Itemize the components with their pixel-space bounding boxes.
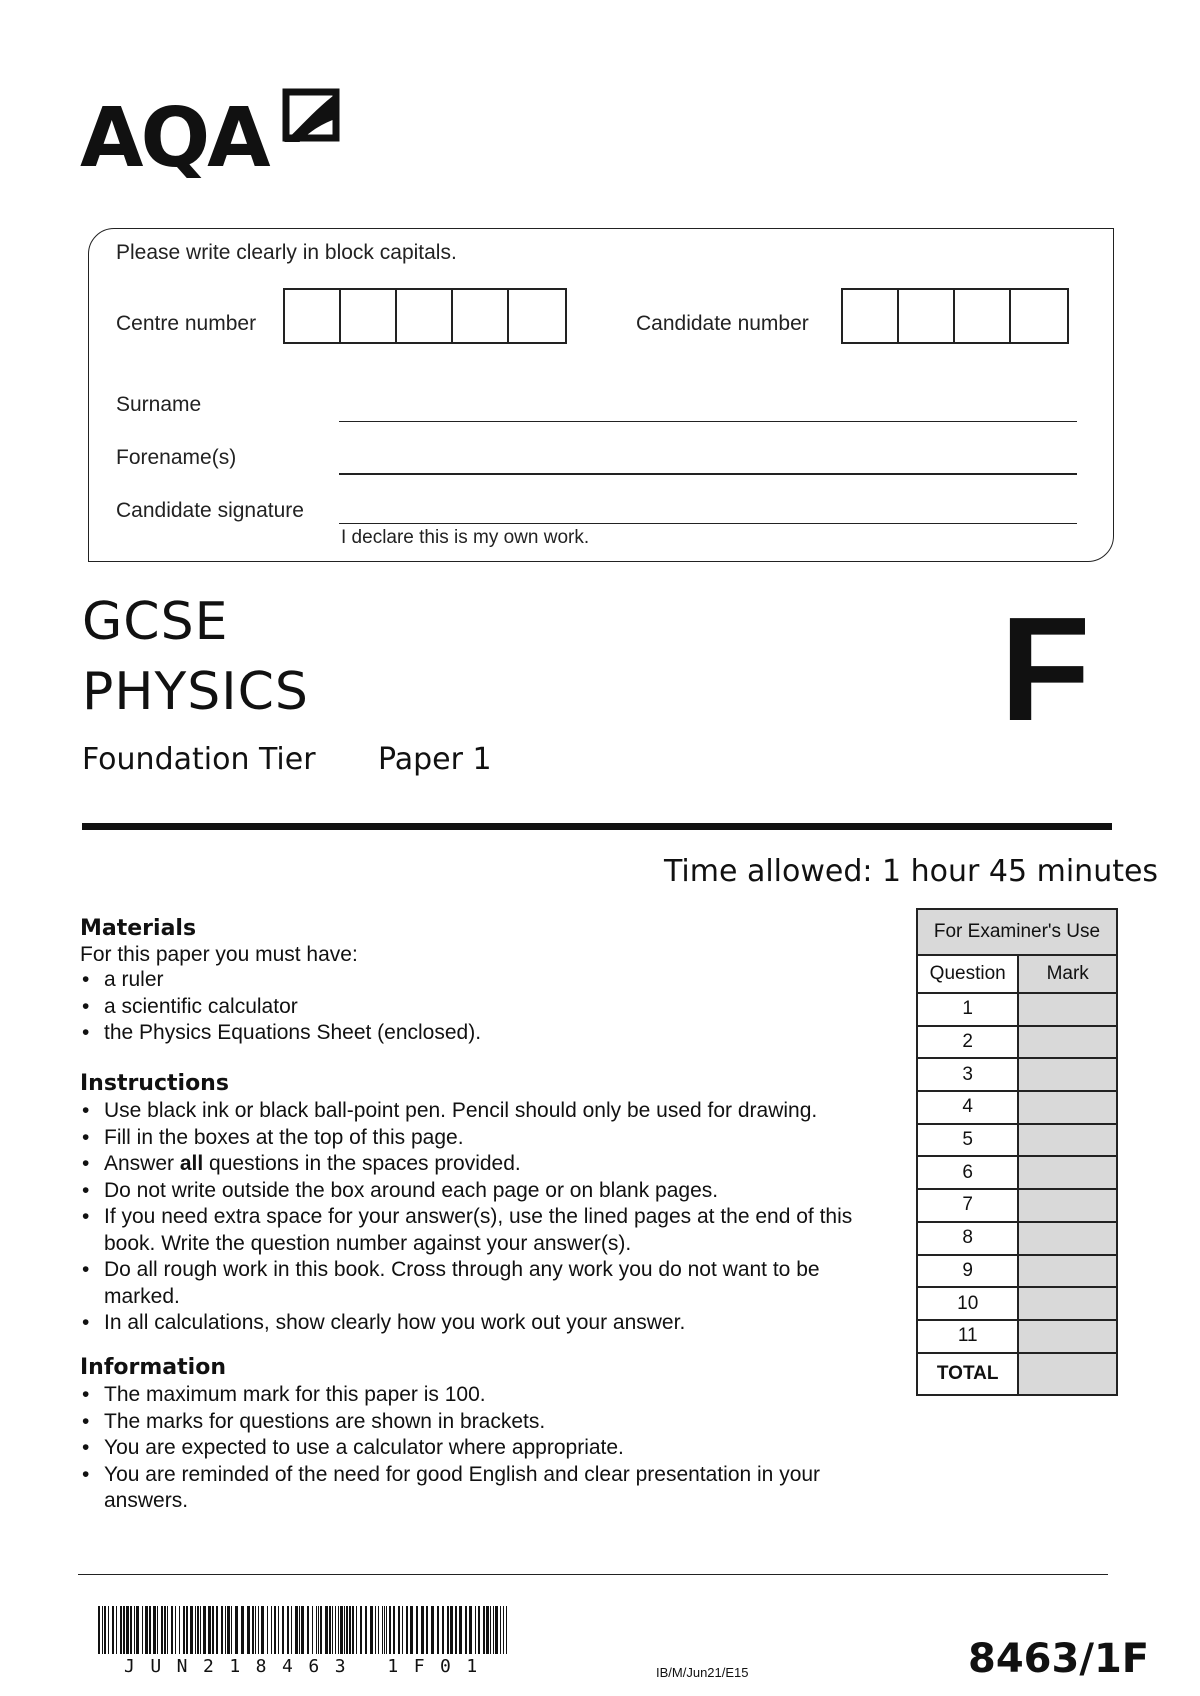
table-row [917,1058,1117,1091]
digit-box[interactable] [843,290,899,342]
mark-cell[interactable] [1018,1124,1117,1157]
information-heading: Information [80,1355,226,1380]
examiner-use-table [916,908,1118,1396]
question-number-cell: 11 [917,1320,1018,1353]
paper-code: 8463/1F [968,1636,1150,1682]
digit-box[interactable] [955,290,1011,342]
total-mark-cell[interactable] [1018,1353,1117,1395]
question-number-cell: 5 [917,1124,1018,1157]
materials-list [80,967,880,1047]
candidate-number-label: Candidate number [636,312,809,335]
question-number-cell: 2 [917,1026,1018,1059]
table-row [917,1156,1117,1189]
question-number-cell: 4 [917,1091,1018,1124]
text-span: Answer [104,1152,180,1175]
digit-box[interactable] [397,290,453,342]
mark-cell[interactable] [1018,1255,1117,1288]
total-label: TOTAL [917,1353,1018,1395]
digit-box[interactable] [341,290,397,342]
instructions-section [80,1071,880,1337]
signature-line[interactable] [339,523,1077,524]
question-number-cell: 6 [917,1156,1018,1189]
question-number-cell: 7 [917,1189,1018,1222]
candidate-number-boxes[interactable] [841,288,1069,344]
centre-number-boxes[interactable] [283,288,567,344]
digit-box[interactable] [453,290,509,342]
centre-number-label: Centre number [116,312,257,335]
footer-divider [78,1574,1108,1575]
signature-label: Candidate signature [116,499,304,522]
mark-cell[interactable] [1018,1320,1117,1353]
question-number-cell: 1 [917,993,1018,1026]
block-capitals-instruction: Please write clearly in block capitals. [116,241,457,264]
reference-code: IB/M/Jun21/E15 [656,1665,749,1680]
text-span: questions in the spaces provided. [203,1152,521,1175]
list-item: • If you need extra space for your answer(s), use the lined pages at the end of this book. Write the question number against your answer(s). [80,1204,880,1257]
mark-cell[interactable] [1018,1287,1117,1320]
materials-heading: Materials [80,916,197,941]
instructions-heading: Instructions [80,1071,229,1096]
table-row [917,1091,1117,1124]
materials-section [80,916,880,1047]
mark-cell[interactable] [1018,1058,1117,1091]
logo-text: AQA [80,91,268,186]
total-row [917,1353,1117,1395]
table-row [917,1287,1117,1320]
surname-line[interactable] [339,421,1077,422]
list-item: • In all calculations, show clearly how you work out your answer. [80,1310,880,1337]
table-row [917,1255,1117,1288]
mark-cell[interactable] [1018,993,1117,1026]
question-number-cell: 8 [917,1222,1018,1255]
digit-box[interactable] [509,290,565,342]
mark-cell[interactable] [1018,1091,1117,1124]
list-item: • The maximum mark for this paper is 100. [80,1382,880,1409]
emphasis-text: all [179,1152,204,1175]
materials-intro: For this paper you must have: [80,943,358,966]
tier-letter: F [1000,587,1091,752]
qualification-title: GCSE [82,592,229,652]
mark-cell[interactable] [1018,1156,1117,1189]
forenames-label: Forename(s) [116,446,237,469]
question-number-cell: 3 [917,1058,1018,1091]
surname-label: Surname [116,393,202,416]
tier-label: Foundation Tier [82,742,316,777]
paper-label: Paper 1 [378,742,492,777]
barcode-icon [98,1606,514,1654]
mark-cell[interactable] [1018,1026,1117,1059]
instructions-list [80,1098,880,1337]
mark-column-header: Mark [1018,955,1117,993]
barcode-text: JUN218463 1F01 [124,1656,493,1677]
list-item: • Do all rough work in this book. Cross through any work you do not want to be marked. [80,1257,880,1310]
table-row [917,1320,1117,1353]
information-section [80,1355,880,1515]
mark-cell[interactable] [1018,1222,1117,1255]
logo-tick-icon [280,88,340,150]
question-number-cell: 10 [917,1287,1018,1320]
table-row [917,1189,1117,1222]
information-list [80,1382,880,1515]
examiner-table-heading: For Examiner's Use [917,909,1117,955]
table-row [917,1222,1117,1255]
list-item: • a scientific calculator [80,994,880,1021]
list-item: • Do not write outside the box around each page or on blank pages. [80,1178,880,1205]
time-allowed: Time allowed: 1 hour 45 minutes [664,854,1159,889]
list-item: • You are expected to use a calculator where appropriate. [80,1435,880,1462]
declaration-text: I declare this is my own work. [341,527,590,548]
list-item: • Fill in the boxes at the top of this page. [80,1125,880,1152]
subject-title: PHYSICS [82,662,309,722]
list-item: • Use black ink or black ball-point pen. Pencil should only be used for drawing. [80,1098,880,1125]
question-column-header: Question [917,955,1018,993]
digit-box[interactable] [285,290,341,342]
title-divider [82,823,1112,830]
list-item: • the Physics Equations Sheet (enclosed). [80,1020,880,1047]
list-item [80,1151,880,1178]
table-row [917,1026,1117,1059]
question-number-cell: 9 [917,1255,1018,1288]
digit-box[interactable] [1011,290,1067,342]
table-row [917,993,1117,1026]
digit-box[interactable] [899,290,955,342]
list-item: • a ruler [80,967,880,994]
list-item: • You are reminded of the need for good English and clear presentation in your answers. [80,1462,880,1515]
candidate-details-box [88,228,1114,562]
list-item: • The marks for questions are shown in brackets. [80,1409,880,1436]
table-row [917,1124,1117,1157]
forenames-line[interactable] [339,473,1077,475]
mark-cell[interactable] [1018,1189,1117,1222]
